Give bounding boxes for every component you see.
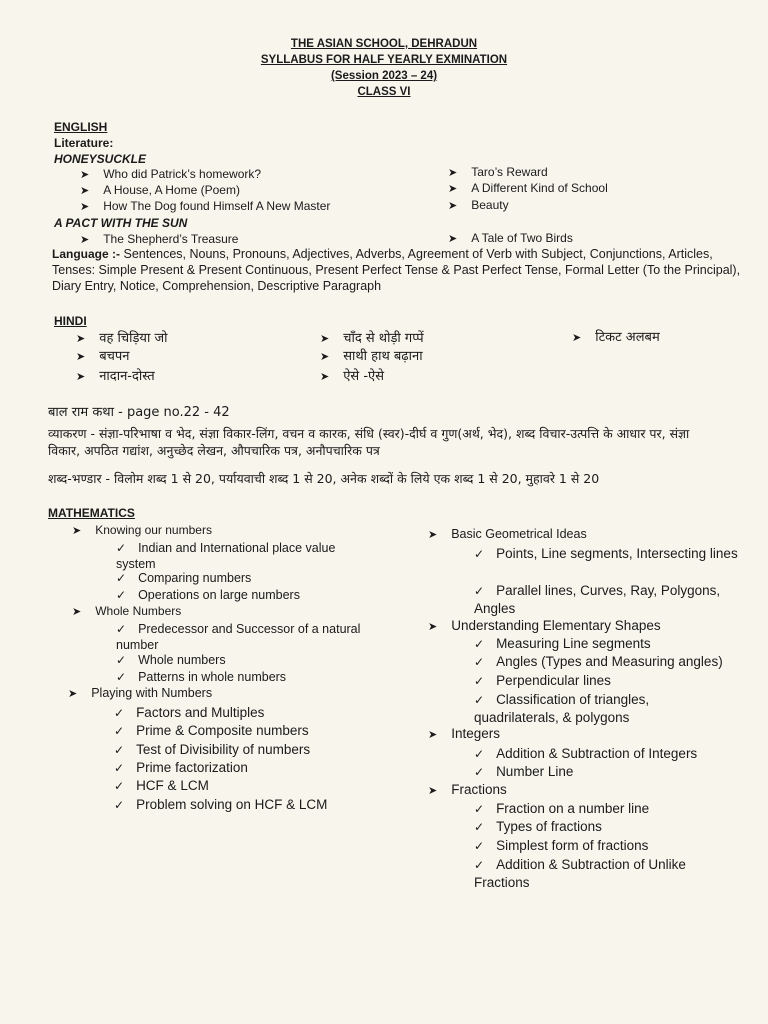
subtopic: ✓ Number Line [474,764,573,779]
hindi-heading: HINDI [54,314,87,328]
subtopic: ✓ Patterns in whole numbers [116,670,286,684]
mathematics-heading: MATHEMATICS [48,506,135,520]
subtopic: ✓ Types of fractions [474,819,602,834]
book-pact-with-the-sun: A PACT WITH THE SUN [54,216,188,230]
list-item: ➤ वह चिड़िया जो [76,328,167,346]
list-item: ➤ साथी हाथ बढ़ाना [320,346,423,364]
subtopic: ✓ Addition & Subtraction of Unlike Fractions [474,856,734,892]
subtopic: ✓ Measuring Line segments [474,636,651,651]
list-item: ➤ A House, A Home (Poem) [80,183,240,197]
list-item: ➤ चाँद से थोड़ी गप्पें [320,328,424,346]
school-name: THE ASIAN SCHOOL, DEHRADUN [290,38,478,50]
topic-knowing-numbers: ➤ Knowing our numbers [72,523,212,537]
topic-elementary-shapes: ➤ Understanding Elementary Shapes [428,618,661,633]
topic-playing-with-numbers: ➤ Playing with Numbers [68,686,212,700]
subtopic: ✓ Operations on large numbers [116,588,300,602]
topic-basic-geometrical-ideas: ➤ Basic Geometrical Ideas [428,527,587,541]
language-topics: Sentences, Nouns, Pronouns, Adjectives, Adverbs, Agreement of Verb with Subject, Conjunctions, Articles, Tenses: Simple Present & Present Continuous, Present Perfect Tense & Past Perfect Tense, Formal Letter (To the Principal), Diary Entry, Notice, Comprehension, Descriptive Paragraph [52,247,741,293]
subtopic: ✓ Classification of triangles, quadrilaterals, & polygons [474,691,734,727]
subtopic: ✓ Prime factorization [114,760,248,775]
subtopic: ✓ Indian and International place value system [116,540,376,572]
subtopic: ✓ Prime & Composite numbers [114,723,309,738]
subtopic: ✓ Parallel lines, Curves, Ray, Polygons, Angles [474,582,750,618]
list-item: ➤ How The Dog found Himself A New Master [80,199,330,213]
list-item: ➤ The Shepherd’s Treasure [80,232,238,246]
vyakaran-topics: व्याकरण - संज्ञा-परिभाषा व भेद, संज्ञा विकार-लिंग, वचन व कारक, संधि (स्वर)-दीर्घ व गुण(अर्थ, भेद), शब्द विचार-उत्पत्ति के आधार पर, संज्ञा विकार, अपठित गद्यांश, अनुच्छेद लेखन, औपचारिक पत्र, अनौपचारिक पत्र [48,426,690,458]
list-item: ➤ Who did Patrick’s homework? [80,167,261,181]
topic-fractions: ➤ Fractions [428,782,507,797]
subtopic: ✓ Angles (Types and Measuring angles) [474,654,723,669]
subtopic: ✓ Test of Divisibility of numbers [114,742,310,757]
shabd-bhandar: शब्द-भण्डार - विलोम शब्द 1 से 20, पर्यायवाची शब्द 1 से 20, अनेक शब्दों के लिये एक शब्द 1 से 20, मुहावरे 1 से 20 [48,471,600,486]
subtopic: ✓ Addition & Subtraction of Integers [474,746,697,761]
subtopic: ✓ Perpendicular lines [474,673,611,688]
list-item: ➤ टिकट अलबम [572,327,660,345]
subtopic: ✓ Simplest form of fractions [474,838,648,853]
subtopic: ✓ Factors and Multiples [114,705,264,720]
topic-integers: ➤ Integers [428,726,500,741]
session-label: (Session 2023 – 24) [330,70,438,82]
class-label: CLASS VI [357,86,411,98]
english-heading: ENGLISH [54,120,108,134]
book-honeysuckle: HONEYSUCKLE [54,152,147,166]
subtopic: ✓ Predecessor and Successor of a natural number [116,621,376,653]
list-item: ➤ Beauty [448,198,509,212]
list-item: ➤ नादान-दोस्त [76,366,155,384]
syllabus-title: SYLLABUS FOR HALF YEARLY EXMINATION [260,54,508,66]
topic-whole-numbers: ➤ Whole Numbers [72,604,181,618]
subtopic: ✓ Whole numbers [116,653,226,667]
language-section [52,246,742,294]
list-item: ➤ Taro’s Reward [448,165,548,179]
subtopic: ✓ Problem solving on HCF & LCM [114,797,327,812]
list-item: ➤ A Different Kind of School [448,181,608,195]
subtopic: ✓ Fraction on a number line [474,801,649,816]
literature-label: Literature: [54,136,114,150]
list-item: ➤ ऐसे -ऐसे [320,366,384,384]
subtopic: ✓ Points, Line segments, Intersecting lines [474,545,744,563]
language-label: Language :- [52,247,120,261]
subtopic: ✓ Comparing numbers [116,571,251,585]
list-item: ➤ A Tale of Two Birds [448,231,573,245]
bal-ram-katha: बाल राम कथा - page no.22 - 42 [48,405,230,420]
subtopic: ✓ HCF & LCM [114,778,209,793]
list-item: ➤ बचपन [76,346,130,364]
